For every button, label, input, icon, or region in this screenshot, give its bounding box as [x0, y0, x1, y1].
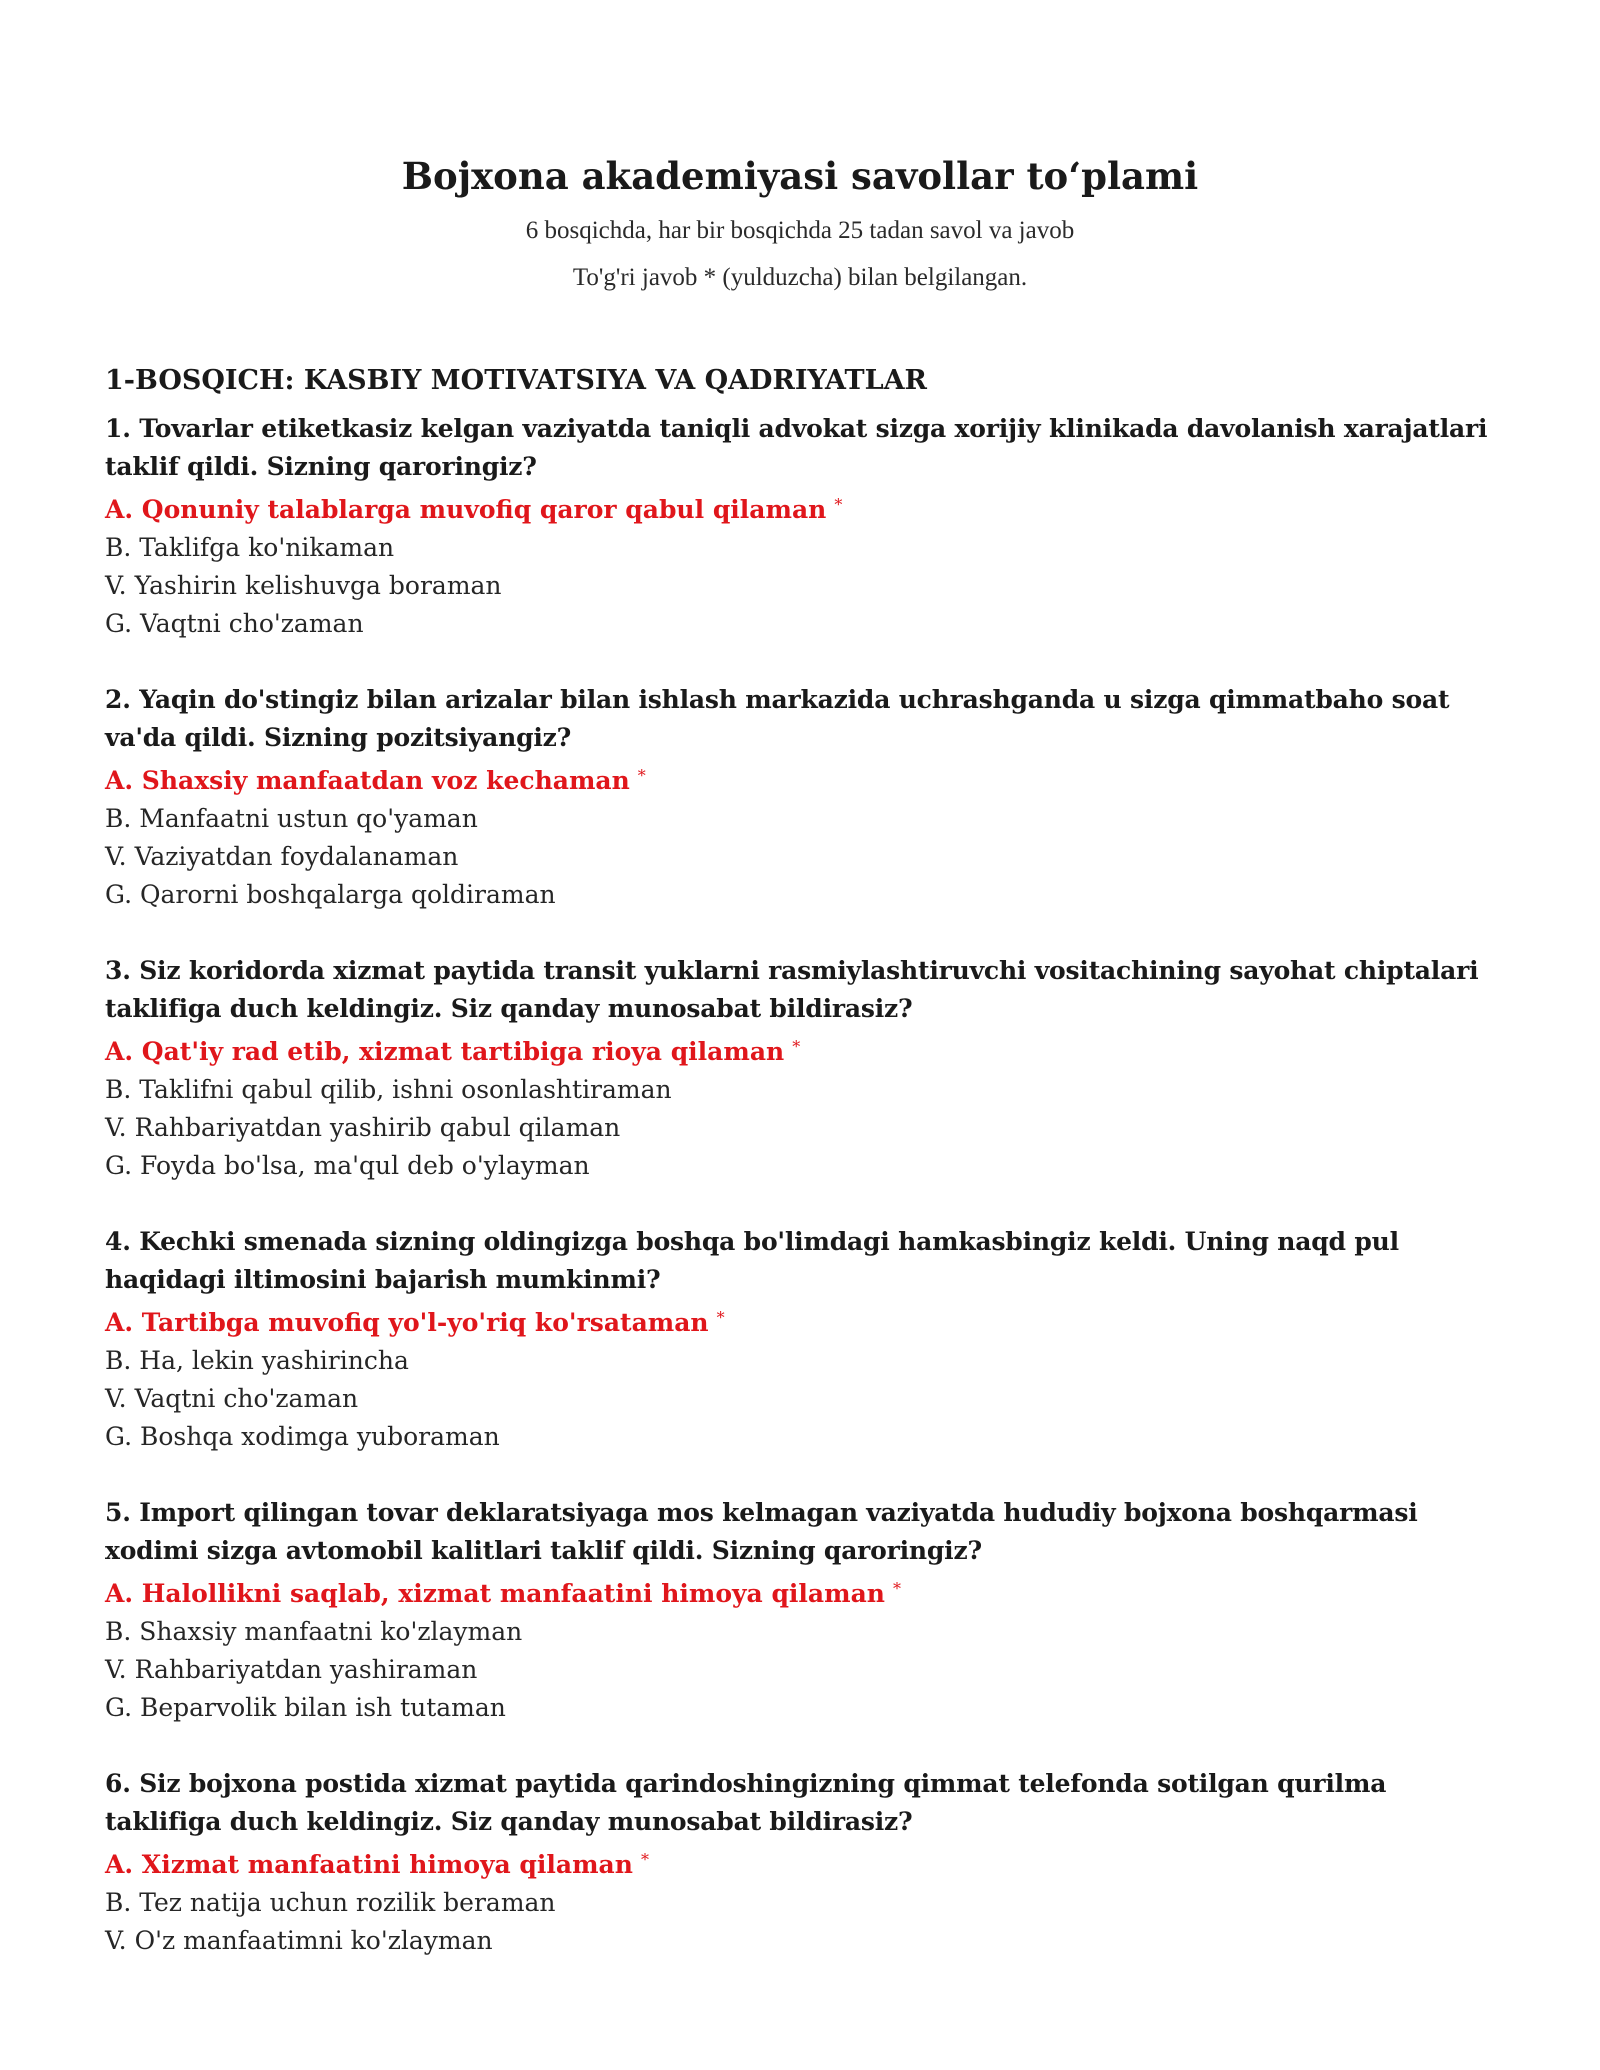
answer-option: B. Manfaatni ustun qo'yaman — [105, 804, 478, 833]
answer-option: V. O'z manfaatimni ko'zlayman — [105, 1926, 493, 1955]
document-title: Bojxona akademiyasi savollar to‘plami — [401, 154, 1199, 198]
option-text: A. Tartibga muvofiq yo'l-yo'riq ko'rsataman — [105, 1308, 709, 1337]
correct-marker: * — [640, 1850, 649, 1869]
option-text: A. Halollikni saqlab, xizmat manfaatini himoya qilaman — [105, 1579, 885, 1608]
correct-marker: * — [834, 495, 843, 514]
document-subtitle: 6 bosqichda, har bir bosqichda 25 tadan savol va javob — [525, 217, 1075, 244]
question-6 — [105, 1765, 1505, 1960]
correct-answer-option — [105, 1841, 1505, 1884]
question-text: 3. Siz koridorda xizmat paytida transit yuklarni rasmiylashtiruvchi vositachining sayohat chiptalari taklifiga duch keldingiz. Siz qanday munosabat bildirasiz? — [105, 956, 1479, 1023]
answer-option: V. Rahbariyatdan yashirib qabul qilaman — [105, 1113, 621, 1142]
correct-answer-option — [105, 1570, 1505, 1613]
answer-option: G. Boshqa xodimga yuboraman — [105, 1422, 500, 1451]
question-text: 1. Tovarlar etiketkasiz kelgan vaziyatda taniqli advokat sizga xorijiy klinikada davolanish xarajatlari taklif qildi. Sizning qaroringiz? — [105, 414, 1488, 481]
answer-option: B. Taklifga ko'nikaman — [105, 533, 395, 562]
question-text: 5. Import qilingan tovar deklaratsiyaga mos kelmagan vaziyatda hududiy bojxona boshqarmasi xodimi sizga avtomobil kalitlari taklif qildi. Sizning qaroringiz? — [105, 1498, 1418, 1565]
option-text: A. Shaxsiy manfaatdan voz kechaman — [105, 766, 630, 795]
answer-option: V. Yashirin kelishuvga boraman — [105, 571, 502, 600]
question-1 — [105, 410, 1505, 643]
question-3 — [105, 952, 1505, 1185]
answer-option: G. Beparvolik bilan ish tutaman — [105, 1693, 506, 1722]
correct-answer-option — [105, 1028, 1505, 1071]
question-text: 6. Siz bojxona postida xizmat paytida qarindoshingizning qimmat telefonda sotilgan qurilma taklifiga duch keldingiz. Siz qanday munosabat bildirasiz? — [105, 1769, 1387, 1836]
correct-marker: * — [792, 1037, 801, 1056]
question-2 — [105, 681, 1505, 914]
question-text: 4. Kechki smenada sizning oldingizga boshqa bo'limdagi hamkasbingiz keldi. Uning naqd pul haqidagi iltimosini bajarish mumkinmi? — [105, 1227, 1399, 1294]
answer-option: G. Vaqtni cho'zaman — [105, 609, 364, 638]
answer-option: B. Ha, lekin yashirincha — [105, 1346, 409, 1375]
document-content — [105, 362, 1505, 1998]
answer-option: V. Vaziyatdan foydalanaman — [105, 842, 459, 871]
option-text: A. Qat'iy rad etib, xizmat tartibiga rioya qilaman — [105, 1037, 785, 1066]
answer-option: B. Taklifni qabul qilib, ishni osonlashtiraman — [105, 1075, 672, 1104]
section-title: 1-BOSQICH: KASBIY MOTIVATSIYA VA QADRIYATLAR — [105, 365, 927, 396]
question-5 — [105, 1494, 1505, 1727]
answer-option: B. Shaxsiy manfaatni ko'zlayman — [105, 1617, 523, 1646]
correct-marker: * — [637, 766, 646, 785]
answer-option: G. Foyda bo'lsa, ma'qul deb o'ylayman — [105, 1151, 590, 1180]
option-text: A. Qonuniy talablarga muvofiq qaror qabul qilaman — [105, 495, 827, 524]
answer-option: V. Rahbariyatdan yashiraman — [105, 1655, 478, 1684]
correct-answer-option — [105, 486, 1505, 529]
answer-option: V. Vaqtni cho'zaman — [105, 1384, 359, 1413]
answer-option: G. Qarorni boshqalarga qoldiraman — [105, 880, 556, 909]
answer-option: B. Tez natija uchun rozilik beraman — [105, 1888, 556, 1917]
correct-marker: * — [892, 1579, 901, 1598]
option-text: A. Xizmat manfaatini himoya qilaman — [105, 1850, 633, 1879]
correct-answer-option — [105, 757, 1505, 800]
correct-answer-option — [105, 1299, 1505, 1342]
document-header — [0, 150, 1600, 295]
answer-key-note: To'g'ri javob * (yulduzcha) bilan belgilangan. — [572, 264, 1028, 291]
correct-marker: * — [716, 1308, 725, 1327]
question-text: 2. Yaqin do'stingiz bilan arizalar bilan ishlash markazida uchrashganda u sizga qimmatbaho soat va'da qildi. Sizning pozitsiyangiz? — [105, 685, 1450, 752]
question-4 — [105, 1223, 1505, 1456]
